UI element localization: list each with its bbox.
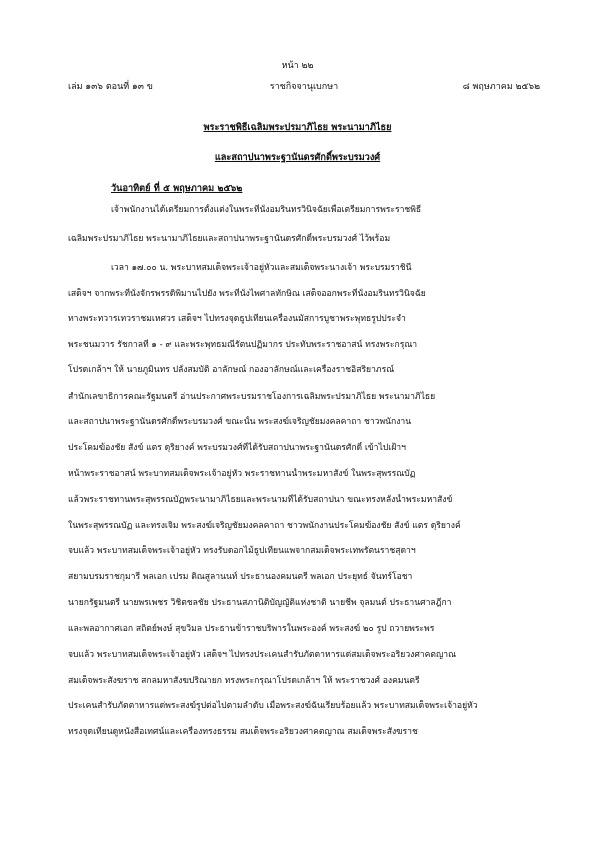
body-line: นายกรัฐมนตรี นายพรเพชร วิชิตชลชัย ประธานสภานิติบัญญัติแห่งชาติ นายชีพ จุลมนต์ ประธานศาลฎีกา — [68, 598, 452, 608]
body-line: และสถาปนาพระฐานันดรศักดิ์พระบรมวงศ์ ขณะนั้น พระสงฆ์เจริญชัยมงคลคาถา ชาวพนักงาน — [68, 417, 412, 427]
body-line: เวลา ๑๗.๐๐ น. พระบาทสมเด็จพระเจ้าอยู่หัวและสมเด็จพระนางเจ้า พระบรมราชินี — [111, 263, 412, 273]
body-line: เสด็จฯ จากพระที่นั่งจักรพรรดิพิมานไปยัง พระที่นั่งไพศาลทักษิณ เสด็จออกพระที่นั่งอมรินทรวินิจฉัย — [68, 289, 426, 299]
body-line: เจ้าพนักงานได้เตรียมการตั้งแต่งในพระที่นั่งอมรินทรวินิจฉัยเพื่อเตรียมการพระราชพิธี — [111, 205, 422, 215]
body-line: สมเด็จพระสังฆราช สกลมหาสังฆปริณายก ทรงพระกรุณาโปรดเกล้าฯ ให้ พระราชวงศ์ องคมนตรี — [68, 676, 420, 686]
volume-issue: เล่ม ๑๓๖ ตอนที่ ๑๓ ข — [68, 82, 153, 92]
body-line: ประโคมฆ้องชัย สังข์ แตร ดุริยางค์ พระบรมวงศ์ที่ได้รับสถาปนาพระฐานันดรศักดิ์ เข้าไปเฝ้าฯ — [68, 443, 406, 453]
body-line: ทรงจุดเทียนดูหนังสือเทศน์และเครื่องทรงธรรม สมเด็จพระอริยวงศาคตญาณ สมเด็จพระสังฆราช — [68, 727, 418, 737]
gazette-header — [68, 79, 540, 93]
page-number: หน้า ๒๒ — [281, 61, 314, 71]
publication-name: ราชกิจจานุเบกษา — [269, 82, 339, 92]
body-line: ทางพระทวารเทวราชมเหศวร เสด็จฯ ไปทรงจุดธูปเทียนเครื่องนมัสการบูชาพระพุทธรูปประจำ — [68, 314, 406, 324]
body-line: พระชนมวาร รัชกาลที่ ๑ - ๙ และพระพุทธมณีรัตนปฏิมากร ประทับพระราชอาสน์ ทรงพระกรุณา — [68, 340, 418, 350]
body-line: แล้วพระราชทานพระสุพรรณบัฏพระนามาภิไธยและพระนามที่ได้รับสถาปนา ขณะทรงหลั่งน้ำพระมหาสังข์ — [68, 495, 453, 505]
body-line: สยามบรมราชกุมารี พลเอก เปรม ติณสูลานนท์ ประธานองคมนตรี พลเอก ประยุทธ์ จันทร์โอชา — [68, 572, 413, 582]
body-line: สำนักเลขาธิการคณะรัฐมนตรี อ่านประกาศพระบรมราชโองการเฉลิมพระปรมาภิไธย พระนามาภิไธย — [68, 392, 436, 402]
body-line: ในพระสุพรรณบัฏ และทรงเจิม พระสงฆ์เจริญชัยมงคลคาถา ชาวพนักงานประโคมฆ้องชัย สังข์ แตร ดุริยางค์ — [68, 521, 461, 531]
document-title-line-2: และสถาปนาพระฐานันดรศักดิ์พระบรมวงศ์ — [214, 152, 381, 163]
body-line: เฉลิมพระปรมาภิไธย พระนามาภิไธยและสถาปนาพระฐานันดรศักดิ์พระบรมวงศ์ ไว้พร้อม — [68, 234, 391, 244]
body-line: หน้าพระราชอาสน์ พระบาทสมเด็จพระเจ้าอยู่หัว พระราชทานน้ำพระมหาสังข์ ในพระสุพรรณบัฏ — [68, 469, 416, 479]
document-title-line-1: พระราชพิธีเฉลิมพระปรมาภิไธย พระนามาภิไธย — [203, 122, 392, 133]
date-heading: วันอาทิตย์ ที่ ๕ พฤษภาคม ๒๕๖๒ — [111, 183, 243, 194]
body-line: โปรดเกล้าฯ ให้ นายภูมินทร ปลั่งสมบัติ อาลักษณ์ กองอาลักษณ์และเครื่องราชอิสริยาภรณ์ — [68, 365, 395, 375]
body-line: จบแล้ว พระบาทสมเด็จพระเจ้าอยู่หัว เสด็จฯ ไปทรงประเคนสำรับภัตตาหารแด่สมเด็จพระอริยวงศาคตญาณ — [68, 650, 457, 660]
publication-date: ๘ พฤษภาคม ๒๕๖๒ — [462, 82, 540, 92]
body-line: จบแล้ว พระบาทสมเด็จพระเจ้าอยู่หัว ทรงรับดอกไม้ธูปเทียนแพจากสมเด็จพระเทพรัตนราชสุดาฯ — [68, 546, 416, 556]
body-line: และพลอากาศเอก สถิตย์พงษ์ สุขวิมล ประธานข้าราชบริพารในพระองค์ พระสงฆ์ ๒๐ รูป ถวายพระพร — [68, 624, 435, 634]
body-line: ประเคนสำรับภัตตาหารแด่พระสงฆ์รูปต่อไปตามลำดับ เมื่อพระสงฆ์ฉันเรียบร้อยแล้ว พระบาทสมเด็จพระเจ้าอยู่หัว — [68, 701, 478, 711]
